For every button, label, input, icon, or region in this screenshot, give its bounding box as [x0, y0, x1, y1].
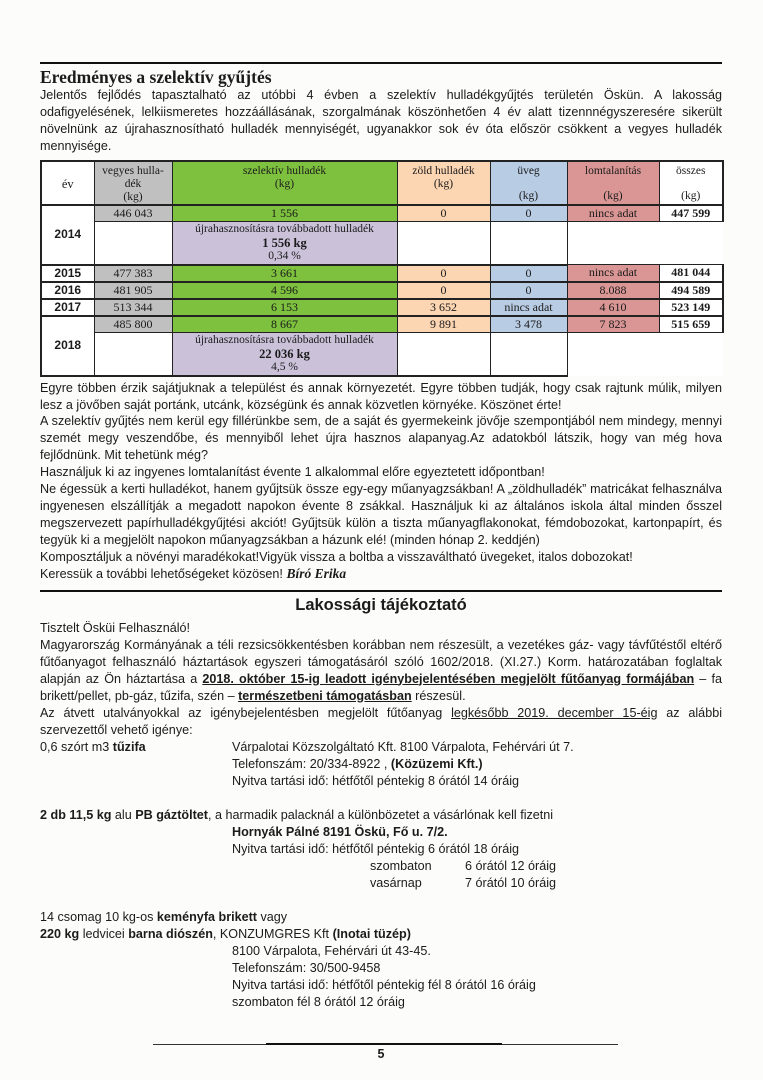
detail-line [40, 841, 722, 858]
text-segment: barna diószén [128, 926, 213, 941]
table-cell-osszes: 447 599 [659, 205, 723, 222]
table-cell-zold-empty [397, 221, 490, 265]
text-segment: az alábbi szervezettől vehető igénye: [40, 705, 722, 737]
text-segment: részesül. [411, 688, 466, 703]
text-segment: alu [111, 807, 136, 822]
header-cell-szelektiv [172, 161, 397, 205]
paragraph [40, 380, 722, 414]
text-segment: 0,6 szórt m3 [40, 739, 113, 754]
header-cell-osszes [659, 161, 723, 205]
waste-table [40, 160, 724, 377]
header-cell-uveg [490, 161, 567, 205]
offer-fuelwood-item [40, 739, 232, 756]
header-line: (kg) [603, 189, 623, 202]
table-cell-vegyes-empty [94, 332, 172, 376]
table-cell-szelektiv: 1 556 [172, 205, 397, 222]
header-line: zöld hulladék [412, 164, 475, 177]
text-segment: – fa brikett/pellet, pb-gáz, tűzifa, szén – [40, 671, 722, 703]
detail-line [40, 756, 722, 773]
recycled-amount: 1 556 kg [262, 235, 307, 250]
table-cell-recycled [172, 221, 397, 265]
redeem-paragraph [40, 705, 722, 739]
text-segment: , KONZUMGRES Kft [212, 926, 333, 941]
offer-fuelwood-provider [232, 739, 722, 756]
paragraph [40, 549, 722, 566]
table-cell-lomtalanitas: nincs adat [567, 265, 659, 282]
schedule-row [40, 858, 722, 875]
offer-briquette [40, 909, 722, 1011]
table-cell-uveg: 0 [490, 205, 567, 222]
table-row [41, 299, 723, 316]
text-segment: 2018. október 15-ig leadott igénybejelentésében megjelölt fűtőanyag formájában [202, 671, 695, 686]
header-line [662, 178, 721, 190]
offer-briquette-details [40, 943, 722, 1011]
page-content [40, 0, 722, 1011]
table-cell-lomtalanitas-open [567, 221, 659, 265]
text-segment: Keressük a további lehetőségeket közösen! [40, 566, 287, 581]
table-cell-zold: 0 [397, 265, 490, 282]
text-segment: Ne égessük a kerti hulladékot, hanem gyűjtsük össze egy-egy műanyagzsákban! A „zöldhulladék” matricákat felhasználva ingyenesen elszállítják a megadott napokon évente 8 zsákkal. Használjuk ki az általános iskola által minden ősszel megszervezett papírhulladékgyűjtési akciót! Gyűjtsük külön a tiszta műanyagflakonokat, fémdobozokat, kartonpapírt, és tegyük ki a megjelölt napokon műanyagzsákban a házunk elé! (minden hónap 2. keddjén) [40, 482, 722, 547]
header-line: (kg) [274, 177, 295, 190]
table-cell-year: 2016 [41, 282, 94, 299]
text-segment: , a harmadik palacknál a különbözetet a vásárlónak kell fizetni [207, 807, 554, 822]
text-segment: szombaton fél 8 órától 12 óráig [232, 994, 405, 1009]
table-cell-osszes-open [659, 221, 723, 265]
header-line: dék [124, 177, 142, 190]
paragraph [40, 413, 722, 464]
text-segment: Egyre többen érzik sajátjuknak a települést és annak környezetét. Egyre többen tudják, hogy csak rajtunk múlik, milyen lesz a jövőben saját portánk, utcánk, községünk és annak közvetlen környéke. Köszönet érte! [40, 380, 722, 412]
recycled-amount: 22 036 kg [259, 346, 310, 361]
detail-line [40, 960, 722, 977]
text-segment: Várpalotai Közszolgáltató Kft. 8100 Várpalota, Fehérvári út 7. [232, 739, 574, 754]
header-line: szelektív hulladék [242, 164, 327, 177]
table-cell-uveg: nincs adat [490, 299, 567, 316]
page-number: 5 [377, 1047, 385, 1061]
header-line [175, 191, 395, 203]
text-segment: 14 csomag 10 kg-os [40, 909, 157, 924]
offer-briquette-head2 [40, 926, 722, 943]
table-cell-szelektiv: 8 667 [172, 316, 397, 333]
paragraph [40, 481, 722, 549]
table-cell-vegyes: 477 383 [94, 265, 172, 282]
recycled-label: újrahasznosításra továbbadott hulladék [195, 222, 374, 235]
table-header-row [41, 161, 723, 205]
table-cell-osszes-open [659, 332, 723, 376]
text-segment: (Közüzemi Kft.) [390, 756, 483, 771]
header-line: (kg) [123, 190, 143, 203]
table-cell-vegyes: 481 905 [94, 282, 172, 299]
text-segment: vagy [257, 909, 288, 924]
text-segment: Komposztáljuk a növényi maradékokat!Vigyük vissza a boltba a visszaváltható üvegeket, italos dobozokat! [40, 549, 633, 564]
table-cell-uveg-empty [490, 332, 567, 376]
page-footer [40, 1038, 722, 1074]
header-cell-zold [397, 161, 490, 205]
waste-table-body [41, 205, 723, 376]
table-cell-vegyes: 485 800 [94, 316, 172, 333]
header-line: (kg) [681, 189, 701, 202]
text-segment: PB gáztöltet [135, 807, 208, 822]
recycled-percent: 0,34 % [268, 249, 301, 262]
header-line: lomtalanítás [584, 164, 642, 177]
text-segment: keményfa brikett [156, 909, 257, 924]
table-cell-uveg: 3 478 [490, 316, 567, 333]
table-cell-szelektiv: 3 661 [172, 265, 397, 282]
table-subrow [41, 221, 723, 265]
text-segment: Nyitva tartási idő: hétfőtől péntekig 6 órától 18 óráig [232, 841, 520, 856]
table-cell-vegyes-empty [94, 221, 172, 265]
offer-gas-head [40, 807, 722, 824]
offer-briquette-head1 [40, 909, 722, 926]
detail-line [40, 824, 722, 841]
text-segment: Nyitva tartási idő: hétfőtől péntekig 8 órától 14 óráig [232, 773, 520, 788]
table-cell-szelektiv: 4 596 [172, 282, 397, 299]
detail-line [40, 943, 722, 960]
header-line [400, 191, 488, 203]
offer-fuelwood-details [40, 756, 722, 790]
table-cell-osszes: 515 659 [659, 316, 723, 333]
table-cell-recycled [172, 332, 397, 376]
header-line: (kg) [433, 177, 454, 190]
text-segment: 8100 Várpalota, Fehérvári út 43-45. [232, 943, 431, 958]
table-row [41, 205, 723, 222]
text-segment: Bíró Erika [286, 565, 347, 581]
section1-title: Eredményes a szelektív gyűjtés [40, 67, 272, 87]
table-cell-lomtalanitas: 7 823 [567, 316, 659, 333]
table-cell-zold: 9 891 [397, 316, 490, 333]
recycled-label: újrahasznosításra továbbadott hulladék [195, 333, 374, 346]
text-segment: Telefonszám: 20/334-8922 , [232, 756, 391, 771]
table-cell-lomtalanitas: 4 610 [567, 299, 659, 316]
text-segment: tűzifa [112, 739, 146, 754]
table-cell-zold: 0 [397, 282, 490, 299]
detail-line [40, 773, 722, 790]
text-segment: Használjuk ki az ingyenes lomtalanítást évente 1 alkalommal előre egyeztetett időpontban! [40, 465, 545, 480]
table-cell-zold-empty [397, 332, 490, 376]
detail-line [40, 977, 722, 994]
table-cell-osszes: 523 149 [659, 299, 723, 316]
top-rule [40, 62, 722, 64]
text-segment: természetbeni támogatásban [238, 688, 412, 703]
paragraph [40, 464, 722, 481]
offer-fuelwood [40, 739, 722, 790]
text-segment: Hornyák Pálné 8191 Öskü, Fő u. 7/2. [232, 824, 448, 839]
header-cell-year: év [41, 161, 94, 205]
table-cell-lomtalanitas-open [567, 332, 659, 376]
text-segment: 2 db 11,5 kg [40, 807, 112, 822]
table-row [41, 316, 723, 333]
recycled-percent: 4,5 % [271, 360, 298, 373]
schedule-row [40, 875, 722, 892]
header-line: vegyes hulla- [102, 164, 164, 177]
paragraph [40, 566, 722, 583]
table-cell-osszes: 494 589 [659, 282, 723, 299]
support-paragraph [40, 637, 722, 705]
header-line: üveg [517, 164, 540, 177]
section-divider-rule [40, 590, 722, 592]
salutation: Tisztelt Ösküi Felhasználó! [40, 620, 191, 635]
table-row [41, 265, 723, 282]
text-segment: ledvicei [79, 926, 129, 941]
offer-gas [40, 807, 722, 892]
schedule-day: vasárnap [370, 875, 422, 890]
table-cell-lomtalanitas: nincs adat [567, 205, 659, 222]
header-line [493, 178, 565, 190]
header-cell-vegyes [94, 161, 172, 205]
table-subrow [41, 332, 723, 376]
table-cell-zold: 3 652 [397, 299, 490, 316]
table-cell-szelektiv: 6 153 [172, 299, 397, 316]
header-line: összes [676, 164, 706, 177]
section2-title: Lakossági tájékoztató [295, 595, 467, 614]
table-cell-uveg: 0 [490, 265, 567, 282]
schedule-time: 6 órától 12 óráig [465, 858, 557, 873]
header-line: (kg) [518, 189, 539, 202]
table-cell-zold: 0 [397, 205, 490, 222]
table-row [41, 282, 723, 299]
table-cell-year: 2017 [41, 299, 94, 316]
text-segment: Magyarország Kormányának a téli rezsicsökkentésben korábban nem részesült, a vezetékes gáz- vagy távfűtéstől eltérő fűtőanyagot felhasználó háztartások egyszeri támogatásáról szóló 1602/2018. (XI.27.) Korm. határozatában foglaltak alapján az Ön háztartása a [40, 637, 722, 686]
detail-line [40, 994, 722, 1011]
text-segment: Nyitva tartási idő: hétfőtől péntekig fél 8 órától 16 óráig [232, 977, 536, 992]
text-segment: (Inotai tüzép) [332, 926, 411, 941]
text-segment: Az átvett utalványokkal az igénybejelentésben megjelölt fűtőanyag [40, 705, 452, 720]
schedule-day: szombaton [370, 858, 432, 873]
table-cell-year: 2014 [41, 205, 94, 265]
text-segment: A szelektív gyűjtés nem kerül egy fillérünkbe sem, de a saját és gyermekeink jövője szempontjából nem mindegy, mennyi szemét megy veszendőbe, és mennyiből lehet újra hasznos alapanyag.Az adatokból látszik, hogy van még hova fejlődnünk. Mit tehetünk még? [40, 414, 722, 463]
table-cell-year: 2015 [41, 265, 94, 282]
text-segment: legkésőbb 2019. december 15-éig [451, 705, 658, 720]
offer-gas-schedule [40, 858, 722, 892]
after-table-paragraphs [40, 380, 722, 583]
footer-thick-rule [266, 1043, 502, 1046]
table-cell-uveg-empty [490, 221, 567, 265]
schedule-time: 7 órától 10 óráig [465, 875, 557, 890]
table-cell-osszes: 481 044 [659, 265, 723, 282]
waste-table-header [41, 161, 723, 205]
header-cell-lomtalanitas [567, 161, 659, 205]
table-cell-lomtalanitas: 8.088 [567, 282, 659, 299]
table-cell-vegyes: 446 043 [94, 205, 172, 222]
table-cell-year: 2018 [41, 316, 94, 376]
header-line [570, 178, 657, 190]
table-cell-vegyes: 513 344 [94, 299, 172, 316]
text-segment: Telefonszám: 30/500-9458 [232, 960, 381, 975]
table-cell-uveg: 0 [490, 282, 567, 299]
offer-gas-details [40, 824, 722, 858]
text-segment: 220 kg [40, 926, 80, 941]
intro-paragraph: Jelentős fejlődés tapasztalható az utóbbi 4 évben a szelektív hulladékgyűjtés területén Öskün. A lakosság odafigyelésének, lelkiismeretes hozzáállásának, szorgalmának köszönhetően 4 év alatt tizennnégyszeresére sikerült növelnünk az újrahasznosítható hulladék mennyiségét, ugyanakkor sok év óta először csökkent a vegyes hulladék mennyisége. [40, 88, 722, 153]
offer-fuelwood-line1 [40, 739, 722, 756]
